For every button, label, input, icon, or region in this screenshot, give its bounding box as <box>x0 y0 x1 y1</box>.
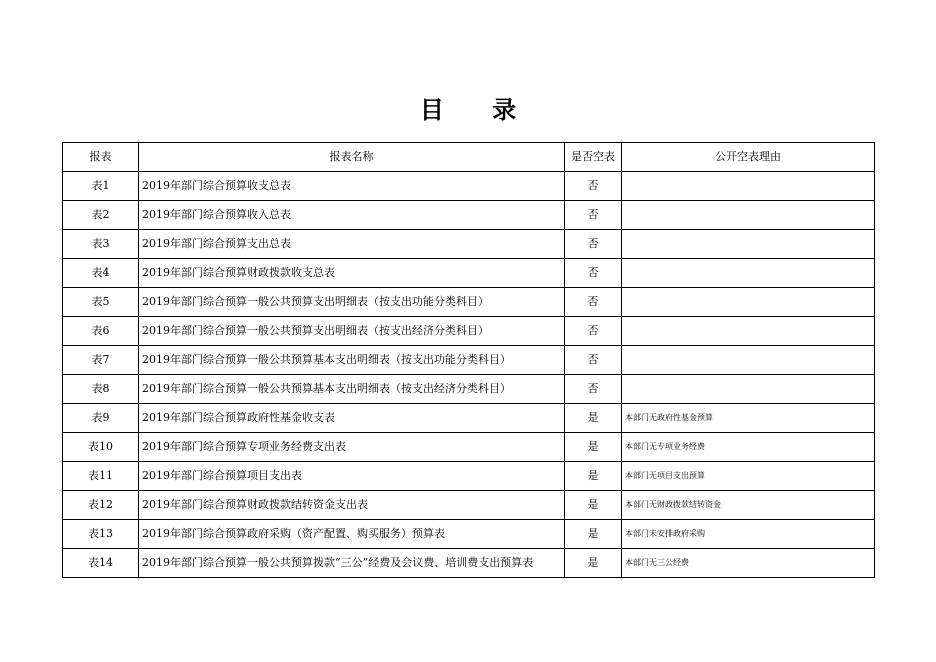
empty-reason-cell <box>622 317 875 346</box>
report-no-cell: 表12 <box>63 491 139 520</box>
page-title: 目 录 <box>419 95 537 124</box>
report-no-cell: 表14 <box>63 549 139 578</box>
table-row <box>63 288 875 317</box>
is-empty-cell: 否 <box>565 230 622 259</box>
header-empty-reason: 公开空表理由 <box>622 143 875 172</box>
table-row <box>63 317 875 346</box>
empty-reason-cell <box>622 375 875 404</box>
table-row <box>63 462 875 491</box>
empty-reason-cell <box>622 288 875 317</box>
report-name-cell: 2019年部门综合预算一般公共预算基本支出明细表（按支出经济分类科目） <box>139 375 565 404</box>
report-name-cell: 2019年部门综合预算一般公共预算拨款“三公”经费及会议费、培训费支出预算表 <box>139 549 565 578</box>
report-no-cell: 表13 <box>63 520 139 549</box>
report-name-cell: 2019年部门综合预算政府采购（资产配置、购买服务）预算表 <box>139 520 565 549</box>
header-row <box>63 143 875 172</box>
table-row <box>63 549 875 578</box>
empty-reason-cell: 本部门无政府性基金预算 <box>622 404 875 433</box>
table-row <box>63 259 875 288</box>
table-row <box>63 172 875 201</box>
table-row <box>63 375 875 404</box>
report-name-cell: 2019年部门综合预算一般公共预算支出明细表（按支出功能分类科目） <box>139 288 565 317</box>
report-name-cell: 2019年部门综合预算项目支出表 <box>139 462 565 491</box>
header-report-name: 报表名称 <box>139 143 565 172</box>
is-empty-cell: 否 <box>565 317 622 346</box>
report-no-cell: 表9 <box>63 404 139 433</box>
empty-reason-cell <box>622 346 875 375</box>
report-no-cell: 表7 <box>63 346 139 375</box>
report-no-cell: 表4 <box>63 259 139 288</box>
report-name-cell: 2019年部门综合预算收支总表 <box>139 172 565 201</box>
is-empty-cell: 否 <box>565 172 622 201</box>
empty-reason-cell <box>622 172 875 201</box>
is-empty-cell: 否 <box>565 288 622 317</box>
is-empty-cell: 是 <box>565 549 622 578</box>
table-row <box>63 520 875 549</box>
table-row <box>63 201 875 230</box>
report-no-cell: 表5 <box>63 288 139 317</box>
is-empty-cell: 是 <box>565 462 622 491</box>
report-no-cell: 表1 <box>63 172 139 201</box>
report-name-cell: 2019年部门综合预算政府性基金收支表 <box>139 404 565 433</box>
report-name-cell: 2019年部门综合预算支出总表 <box>139 230 565 259</box>
report-name-cell: 2019年部门综合预算专项业务经费支出表 <box>139 433 565 462</box>
report-no-cell: 表8 <box>63 375 139 404</box>
report-no-cell: 表2 <box>63 201 139 230</box>
empty-reason-cell <box>622 259 875 288</box>
is-empty-cell: 是 <box>565 404 622 433</box>
table-row <box>63 491 875 520</box>
empty-reason-cell: 本部门无专项业务经费 <box>622 433 875 462</box>
is-empty-cell: 否 <box>565 375 622 404</box>
report-name-cell: 2019年部门综合预算财政拨款结转资金支出表 <box>139 491 565 520</box>
report-no-cell: 表3 <box>63 230 139 259</box>
table-row <box>63 230 875 259</box>
header-is-empty: 是否空表 <box>565 143 622 172</box>
empty-reason-cell: 本部门无三公经费 <box>622 549 875 578</box>
empty-reason-cell <box>622 201 875 230</box>
contents-table <box>62 142 875 578</box>
header-report-no: 报表 <box>63 143 139 172</box>
report-name-cell: 2019年部门综合预算一般公共预算基本支出明细表（按支出功能分类科目） <box>139 346 565 375</box>
table-row <box>63 404 875 433</box>
is-empty-cell: 否 <box>565 201 622 230</box>
is-empty-cell: 否 <box>565 259 622 288</box>
report-no-cell: 表10 <box>63 433 139 462</box>
table-body <box>63 172 875 578</box>
is-empty-cell: 是 <box>565 520 622 549</box>
is-empty-cell: 是 <box>565 433 622 462</box>
table-row <box>63 346 875 375</box>
report-name-cell: 2019年部门综合预算收入总表 <box>139 201 565 230</box>
report-name-cell: 2019年部门综合预算财政拨款收支总表 <box>139 259 565 288</box>
report-name-cell: 2019年部门综合预算一般公共预算支出明细表（按支出经济分类科目） <box>139 317 565 346</box>
table-row <box>63 433 875 462</box>
is-empty-cell: 是 <box>565 491 622 520</box>
empty-reason-cell: 本部门未安排政府采购 <box>622 520 875 549</box>
empty-reason-cell: 本部门无财政拨款结转资金 <box>622 491 875 520</box>
report-no-cell: 表6 <box>63 317 139 346</box>
report-no-cell: 表11 <box>63 462 139 491</box>
is-empty-cell: 否 <box>565 346 622 375</box>
empty-reason-cell: 本部门无项目支出预算 <box>622 462 875 491</box>
empty-reason-cell <box>622 230 875 259</box>
